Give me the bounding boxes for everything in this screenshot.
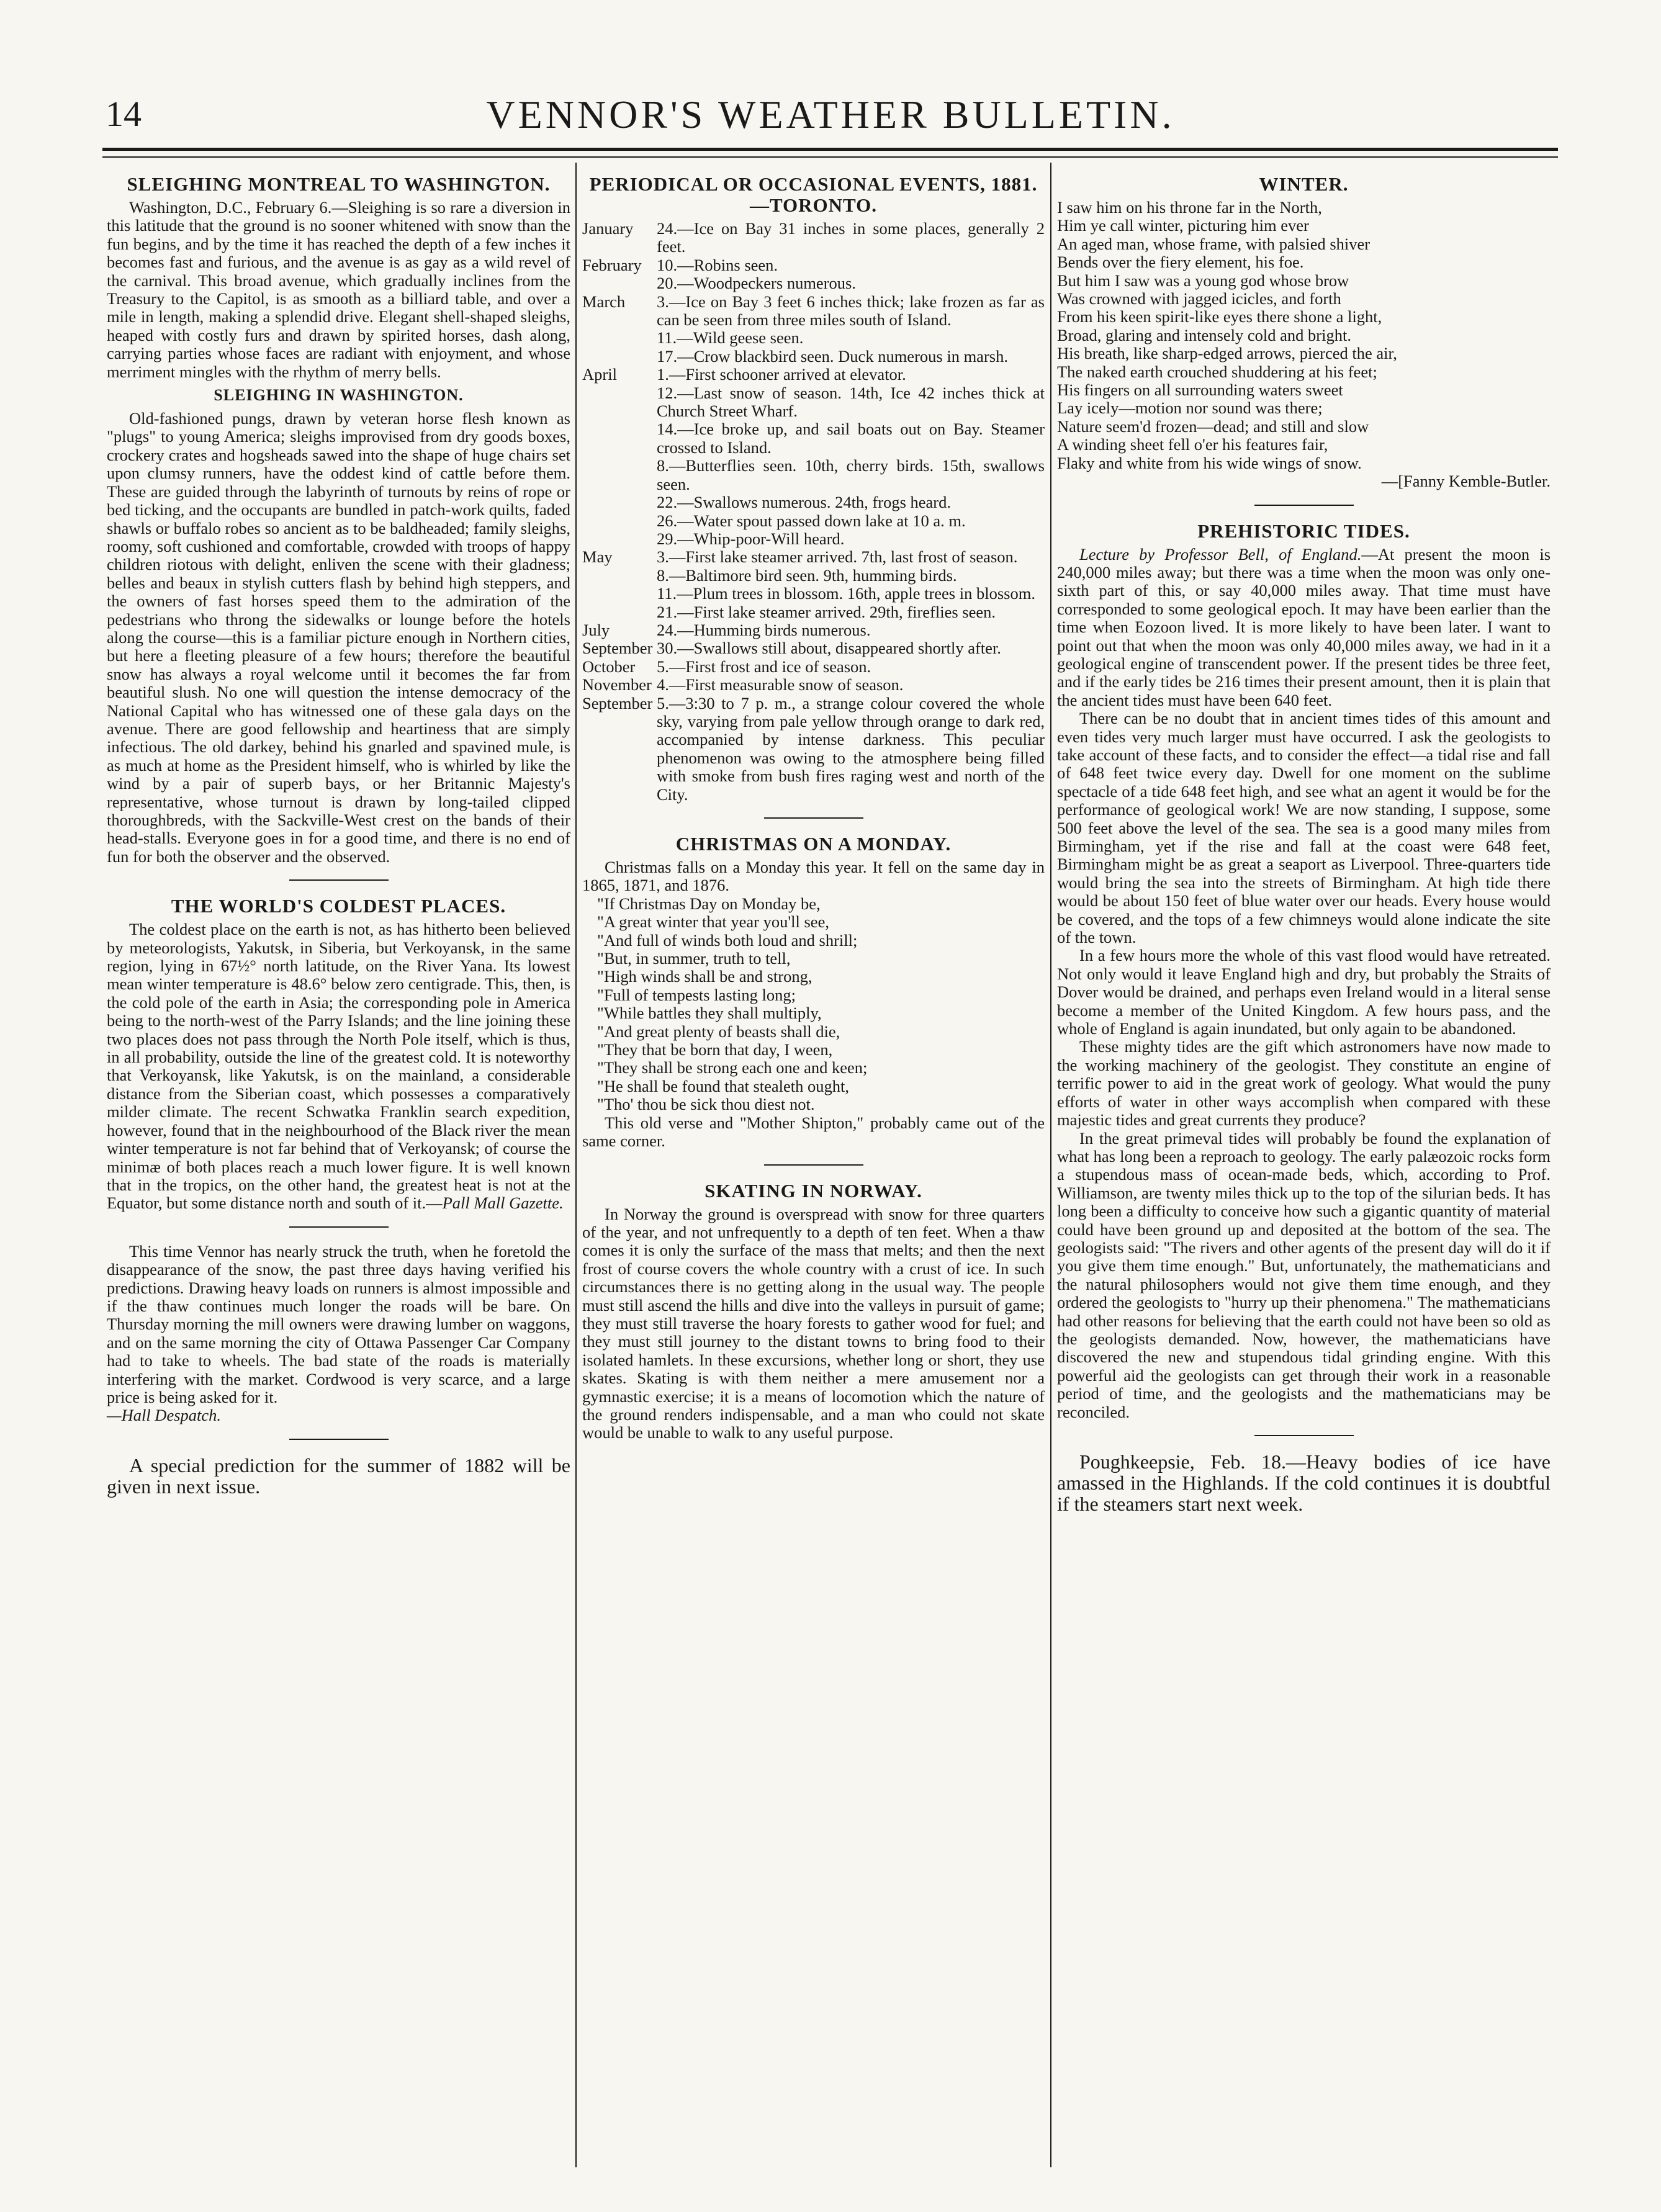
poem-line: Nature seem'd frozen—dead; and still and slow	[1057, 416, 1369, 436]
event-text: 3.—Ice on Bay 3 feet 6 inches thick; lake frozen as far as can be seen from three miles south of Island.	[657, 292, 1045, 330]
article-paragraph: Christmas falls on a Monday this year. It fell on the same day in 1865, 1871, and 1876.	[582, 858, 1045, 895]
event-month: October	[582, 657, 636, 676]
event-text: 5.—First frost and ice of season.	[657, 657, 871, 676]
event-month	[582, 329, 657, 347]
event-row	[582, 585, 1045, 603]
article-separator	[764, 817, 863, 819]
poem-line: "But, in summer, truth to tell,	[597, 949, 791, 968]
poem-line: "High winds shall be and strong,	[597, 967, 812, 986]
christmas-poem	[582, 895, 1045, 1114]
article-separator	[1254, 1435, 1354, 1436]
lecture-credit: Lecture by Professor Bell, of England.	[1079, 544, 1362, 564]
event-month: March	[582, 292, 626, 311]
column-2	[582, 166, 1045, 2169]
poem-line: "And full of winds both loud and shrill;	[597, 930, 858, 950]
column-divider-2	[1050, 163, 1051, 2167]
source-credit: Pall Mall Gazette.	[442, 1194, 564, 1213]
event-row	[582, 548, 1045, 566]
poem-line: His breath, like sharp-edged arrows, pierced the air,	[1057, 344, 1397, 363]
event-row	[582, 293, 1045, 330]
event-row	[582, 512, 1045, 530]
article-paragraph: In a few hours more the whole of this vast flood would have retreated. Not only would it leave England high and dry, but probably the Straits of Dover would be drained, and perhaps even Ireland would in a literal sense become a member of the United Kingdom. A few hours pass, and the whole of England is again inundated, but only again to be abandoned.	[1057, 946, 1551, 1038]
event-row	[582, 384, 1045, 421]
article-title-christmas: CHRISTMAS ON A MONDAY.	[675, 833, 952, 855]
event-month	[582, 512, 657, 530]
event-text: 4.—First measurable snow of season.	[657, 675, 904, 695]
event-row	[582, 493, 1045, 511]
event-row	[582, 366, 1045, 384]
event-month	[582, 457, 657, 493]
poem-line: "A great winter that year you'll see,	[597, 912, 829, 932]
poem-line: Lay icely—motion nor sound was there;	[1057, 398, 1323, 418]
poem-line: But him I saw was a young god whose brow	[1057, 271, 1349, 290]
vennor-text: This time Vennor has nearly struck the truth, when he foretold the disappearance of the snow, the past three days having verified his predictions. Drawing heavy loads on runners is almost impossible and if the thaw continues much longer the roads will be bare. On Thursday morning the mill owners were drawing lumber on waggons, and on the same morning the city of Ottawa Passenger Car Company had to take to wheels. The bad state of the roads is materially interfering with the market. Cordwood is very scarce, and a large price is being asked for it.	[107, 1241, 570, 1406]
event-month	[582, 420, 657, 457]
event-text: 30.—Swallows still about, disappeared shortly after.	[657, 639, 1001, 658]
poem-line: Him ye call winter, picturing him ever	[1057, 216, 1309, 235]
event-row	[582, 639, 1045, 657]
masthead-title: VENNOR'S WEATHER BULLETIN.	[486, 92, 1175, 137]
event-month	[582, 603, 657, 621]
event-text: 20.—Woodpeckers numerous.	[657, 274, 856, 293]
article-title-winter: WINTER.	[1259, 173, 1349, 195]
event-text: 3.—First lake steamer arrived. 7th, last frost of season.	[657, 547, 1018, 567]
header-rule-thin	[102, 156, 1558, 158]
poem-line: Flaky and white from his wide wings of snow.	[1057, 453, 1362, 472]
poem-line: An aged man, whose frame, with palsied shiver	[1057, 234, 1371, 253]
article-paragraph: These mighty tides are the gift which astronomers have now made to the working machinery of the geologist. They constitute an engine of terrific power to aid in the great work of geology. What would the puny efforts of water in other ways accomplish when compared with these majestic tides and great currents they produce?	[1057, 1037, 1551, 1130]
poem-line: Was crowned with jagged icicles, and forth	[1057, 289, 1341, 308]
event-text: 22.—Swallows numerous. 24th, frogs heard.	[657, 493, 951, 512]
event-row	[582, 256, 1045, 274]
event-month: April	[582, 365, 617, 384]
poem-line: "Full of tempests lasting long;	[597, 985, 796, 1004]
article-title-tides: PREHISTORIC TIDES.	[1197, 519, 1410, 542]
article-separator	[289, 879, 389, 881]
event-month: September	[582, 693, 653, 713]
event-month: January	[582, 219, 634, 238]
article-title-skating: SKATING IN NORWAY.	[704, 1179, 922, 1202]
event-row	[582, 457, 1045, 493]
poem-line: His fingers on all surrounding waters sweet	[1057, 380, 1343, 400]
article-separator	[289, 1226, 389, 1228]
event-row	[582, 621, 1045, 639]
poem-line: The naked earth crouched shuddering at his feet;	[1057, 362, 1377, 381]
event-text: 1.—First schooner arrived at elevator.	[657, 365, 906, 384]
event-month: July	[582, 620, 610, 639]
event-row	[582, 420, 1045, 457]
event-text: 21.—First lake steamer arrived. 29th, fireflies seen.	[657, 602, 996, 621]
poem-line: A winding sheet fell o'er his features fair,	[1057, 435, 1328, 454]
event-month	[582, 384, 657, 421]
winter-poem	[1057, 199, 1551, 472]
poem-byline: —[Fanny Kemble-Butler.	[1381, 472, 1551, 491]
article-paragraph: This old verse and "Mother Shipton," probably came out of the same corner.	[582, 1113, 1045, 1151]
poem-line: "He shall be found that stealeth ought,	[597, 1076, 850, 1095]
tides-text: —At present the moon is 240,000 miles away; but there was a time when the moon was only one-sixth part of this, or say 40,000 miles away. That time must have corresponded to some geological epoch. It may have been earlier than the time when Eozoon lived. It is more likely to have been later. I want to point out that when the moon was only 40,000 miles away, we had in it a geological engine of transcendent power. If the present tides be three feet, and if the early tides be 216 times their present amount, then it is plain that the ancient tides must have been 640 feet.	[1057, 544, 1551, 709]
poem-line: Broad, glaring and intensely cold and bright.	[1057, 325, 1351, 344]
event-row	[582, 530, 1045, 548]
event-month	[582, 348, 657, 366]
article-separator	[1254, 505, 1354, 506]
article-title-events: PERIODICAL OR OCCASIONAL EVENTS, 1881.—TORONTO.	[589, 173, 1038, 216]
event-row	[582, 274, 1045, 292]
page-number: 14	[106, 94, 142, 134]
event-text: 29.—Whip-poor-Will heard.	[657, 529, 845, 548]
article-paragraph: In the great primeval tides will probably be found the explanation of what has long been a reproach to geology. The early palæozoic rocks form a stupendous mass of ocean-made beds, which, according to Prof. Williamson, are twenty miles thick up to the top of the silurian beds. It has long been a difficulty to conceive how such a gigantic quantity of material could have been ground up and deposited at the bottom of the sea. The geologists said: "The rivers and other agents of the present day will do it if you give them time enough." But, unfortunately, the mathematicians and the natural philosophers would not give them time enough, and they ordered the geologists to "hurry up their phenomena." The mathematicians had other reasons for believing that the earth could not have been so old as the geologists demanded. Now, however, the mathematicians have discovered the new and stupendous tidal grinding engine. With this powerful aid the geologists can get through their work in a reasonable period of time, and the geologists and the mathematicians may be reconciled.	[1057, 1128, 1551, 1421]
event-text: 12.—Last snow of season. 14th, Ice 42 inches thick at Church Street Wharf.	[657, 383, 1045, 421]
article-separator	[764, 1164, 863, 1166]
event-month: May	[582, 547, 613, 567]
column-divider-1	[575, 163, 577, 2167]
event-text: 5.—3:30 to 7 p. m., a strange colour covered the whole sky, varying from pale yellow through orange to dark red, accompanied by intense darkness. This peculiar phenomenon was owing to the atmosphere being filled with smoke from bush fires raging west and north of the City.	[657, 693, 1045, 804]
article-paragraph: Washington, D.C., February 6.—Sleighing is so rare a diversion in this latitude that the ground is no sooner whitened with snow than the fun begins, and by the time it has reached the depth of a few inches it becomes fast and furious, and the avenue is as gay as a wild revel of the carnival. This broad avenue, which gradually inclines from the Treasury to the Capitol, is as smooth as a billiard table, and over a mile in length, making a splendid drive. Elegant shell-shaped sleighs, heaped with costly furs and drawn by spirited horses, dash along, carrying parties whose faces are radiant with enjoyment, and whose merriment mingles with the rhythm of merry bells.	[107, 198, 570, 381]
column-1	[107, 166, 570, 2169]
event-row	[582, 658, 1045, 676]
poem-line: "And great plenty of beasts shall die,	[597, 1022, 840, 1041]
event-row	[582, 676, 1045, 694]
event-text: 24.—Humming birds numerous.	[657, 620, 871, 639]
special-prediction-notice: A special prediction for the summer of 1882 will be given in next issue.	[107, 1454, 570, 1498]
event-month: September	[582, 639, 653, 658]
poem-line: I saw him on his throne far in the North,	[1057, 198, 1322, 217]
subheading-sleighing-washington: SLEIGHING IN WASHINGTON.	[214, 386, 464, 405]
article-paragraph	[107, 1243, 570, 1425]
event-text: 26.—Water spout passed down lake at 10 a. m.	[657, 511, 966, 530]
event-text: 14.—Ice broke up, and sail boats out on Bay. Steamer crossed to Island.	[657, 420, 1045, 457]
event-month	[582, 585, 657, 603]
article-paragraph: Old-fashioned pungs, drawn by veteran horse flesh known as "plugs" to young America; sleighs improvised from dry goods boxes, crockery crates and hogsheads sawed into the shape of huge chairs set upon clumsy runners, have the oddest kind of cattle before them. These are guided through the labyrinth of turnouts by reins of rope or bed ticking, and the occupants are bundled in patch-work quilts, faded shawls or buffalo robes so ancient as to be baldheaded; family sleighs, roomy, soft cushioned and comfortable, crowded with troops of happy children riotous with delight, enliven the scene with their gladness; belles and beaux in stylish cutters flash by behind high steppers, and the owners of fast horses speed them to the admiration of the pedestrians who throng the sidewalks or lounge before the hotels along the course—this is a familiar picture enough in Northern cities, but here a fleeting pleasure of a few hours; therefore the beautiful snow has always a royal welcome until it becomes the far from beautiful slush. No one will question the intense democracy of the National Capital who has witnessed one of these gala days on the avenue. There are good fellowship and heartiness that are simply infectious. The old darkey, behind his gnarled and spavined mule, is as much at home as the President himself, who is whirled by like the wind by a pair of superb bays, or her Britannic Majesty's representative, whose turnout is drawn by long-tailed clipped thoroughbreds, with the Sackville-West crest on the bands of their head-stalls. Everyone goes in for a good time, and there is no end of fun for both the observer and the observed.	[107, 409, 570, 866]
event-text: 11.—Wild geese seen.	[657, 328, 804, 348]
event-text: 24.—Ice on Bay 31 inches in some places, generally 2 feet.	[657, 219, 1045, 256]
event-month	[582, 530, 657, 548]
event-month	[582, 274, 657, 292]
header-rule-thick	[102, 148, 1558, 151]
article-title-coldest-places: THE WORLD'S COLDEST PLACES.	[171, 895, 506, 917]
article-paragraph	[1057, 546, 1551, 710]
event-month	[582, 567, 657, 585]
event-row	[582, 603, 1045, 621]
source-credit: —Hall Despatch.	[107, 1406, 222, 1425]
event-row	[582, 329, 1045, 347]
article-separator	[289, 1439, 389, 1440]
poem-line: "If Christmas Day on Monday be,	[597, 894, 821, 913]
event-text: 8.—Baltimore bird seen. 9th, humming birds.	[657, 565, 957, 585]
event-row	[582, 567, 1045, 585]
article-title-sleighing: SLEIGHING MONTREAL TO WASHINGTON.	[127, 173, 551, 195]
event-text: 10.—Robins seen.	[657, 255, 778, 274]
poem-line: Bends over the fiery element, his foe.	[1057, 253, 1304, 272]
event-text: 11.—Plum trees in blossom. 16th, apple trees in blossom.	[657, 584, 1035, 603]
event-month	[582, 493, 657, 511]
event-row	[582, 695, 1045, 804]
poem-line: "Tho' thou be sick thou diest not.	[597, 1095, 815, 1114]
event-month: February	[582, 255, 642, 274]
poem-line: "They shall be strong each one and keen;	[597, 1058, 868, 1077]
coldest-text: The coldest place on the earth is not, as has hitherto been believed by meteorologists, Yakutsk, in Siberia, but Verkoyansk, in the same region, lying in 67½° north latitude, on the River Yana. Its lowest mean winter temperature is 48.6° below zero centigrade. This, then, is the cold pole of the earth in Asia; the corresponding pole in America being to the north-west of the Parry Islands; and the line joining these two places does not pass through the North Pole itself, which is thus, in all probability, outside the line of the greatest cold. It is noteworthy that Verkoyansk, like Yakutsk, is on the mainland, a considerable distance from the Siberian coast, which possesses a comparatively milder climate. The recent Schwatka Franklin search expedition, however, found that in the neighbourhood of the Black river the mean winter temperature is not far behind that of Verkoyansk; of course the minimæ of both places reach a much lower figure. It is well known that in the tropics, on the other hand, the greatest heat is not at the Equator, but some distance north and south of it.—	[107, 920, 570, 1213]
event-text: 8.—Butterflies seen. 10th, cherry birds. 15th, swallows seen.	[657, 456, 1045, 493]
poem-line: "While battles they shall multiply,	[597, 1004, 822, 1023]
poughkeepsie-notice: Poughkeepsie, Feb. 18.—Heavy bodies of ice have amassed in the Highlands. If the cold continues it is doubtful if the steamers start next week.	[1057, 1450, 1551, 1515]
event-row	[582, 220, 1045, 256]
article-paragraph	[107, 920, 570, 1213]
poem-line: From his keen spirit-like eyes there shone a light,	[1057, 307, 1382, 326]
event-text: 17.—Crow blackbird seen. Duck numerous in marsh.	[657, 346, 1008, 366]
poem-line: "They that be born that day, I ween,	[597, 1040, 833, 1059]
article-paragraph: In Norway the ground is overspread with snow for three quarters of the year, and not unfrequently to a depth of ten feet. When a thaw comes it is only the surface of the mass that melts; and then the next frost of course covers the whole country with a crust of ice. In such circumstances there is no getting along in the usual way. The people must still ascend the hills and dive into the valleys in pursuit of game; they must still traverse the hoary forests to gather wood for fuel; and they must still journey to the distant towns to bring food to their isolated hamlets. In these excursions, whether long or short, they use skates. Skating is with them neither a mere amusement nor a gymnastic exercise; it is a means of locomotion which the nature of the ground renders indispensable, and a man who could not skate would be unable to walk to any useful purpose.	[582, 1204, 1045, 1442]
event-row	[582, 348, 1045, 366]
article-paragraph: There can be no doubt that in ancient times tides of this amount and even tides very much larger must have occurred. I ask the geologists to take account of these facts, and to consider the effect—a tidal rise and fall of 648 feet twice every day. Dwell for one moment on the sublime spectacle of a tide 648 feet high, and see what an agent it would be for the performance of geological work! We are now standing, I suppose, some 500 feet above the level of the sea. The sea is a good many miles from Birmingham, yet if the rise and fall at the coast were 648 feet, Birmingham might be as great a seaport as Liverpool. Three-quarters tide would bring the sea into the streets of Birmingham. At high tide there would be about 150 feet of blue water over our heads. Every house would be covered, and the tops of a few chimneys would alone indicate the site of the town.	[1057, 709, 1551, 947]
column-3	[1057, 166, 1551, 2169]
events-list	[582, 220, 1045, 804]
event-month: November	[582, 675, 652, 695]
